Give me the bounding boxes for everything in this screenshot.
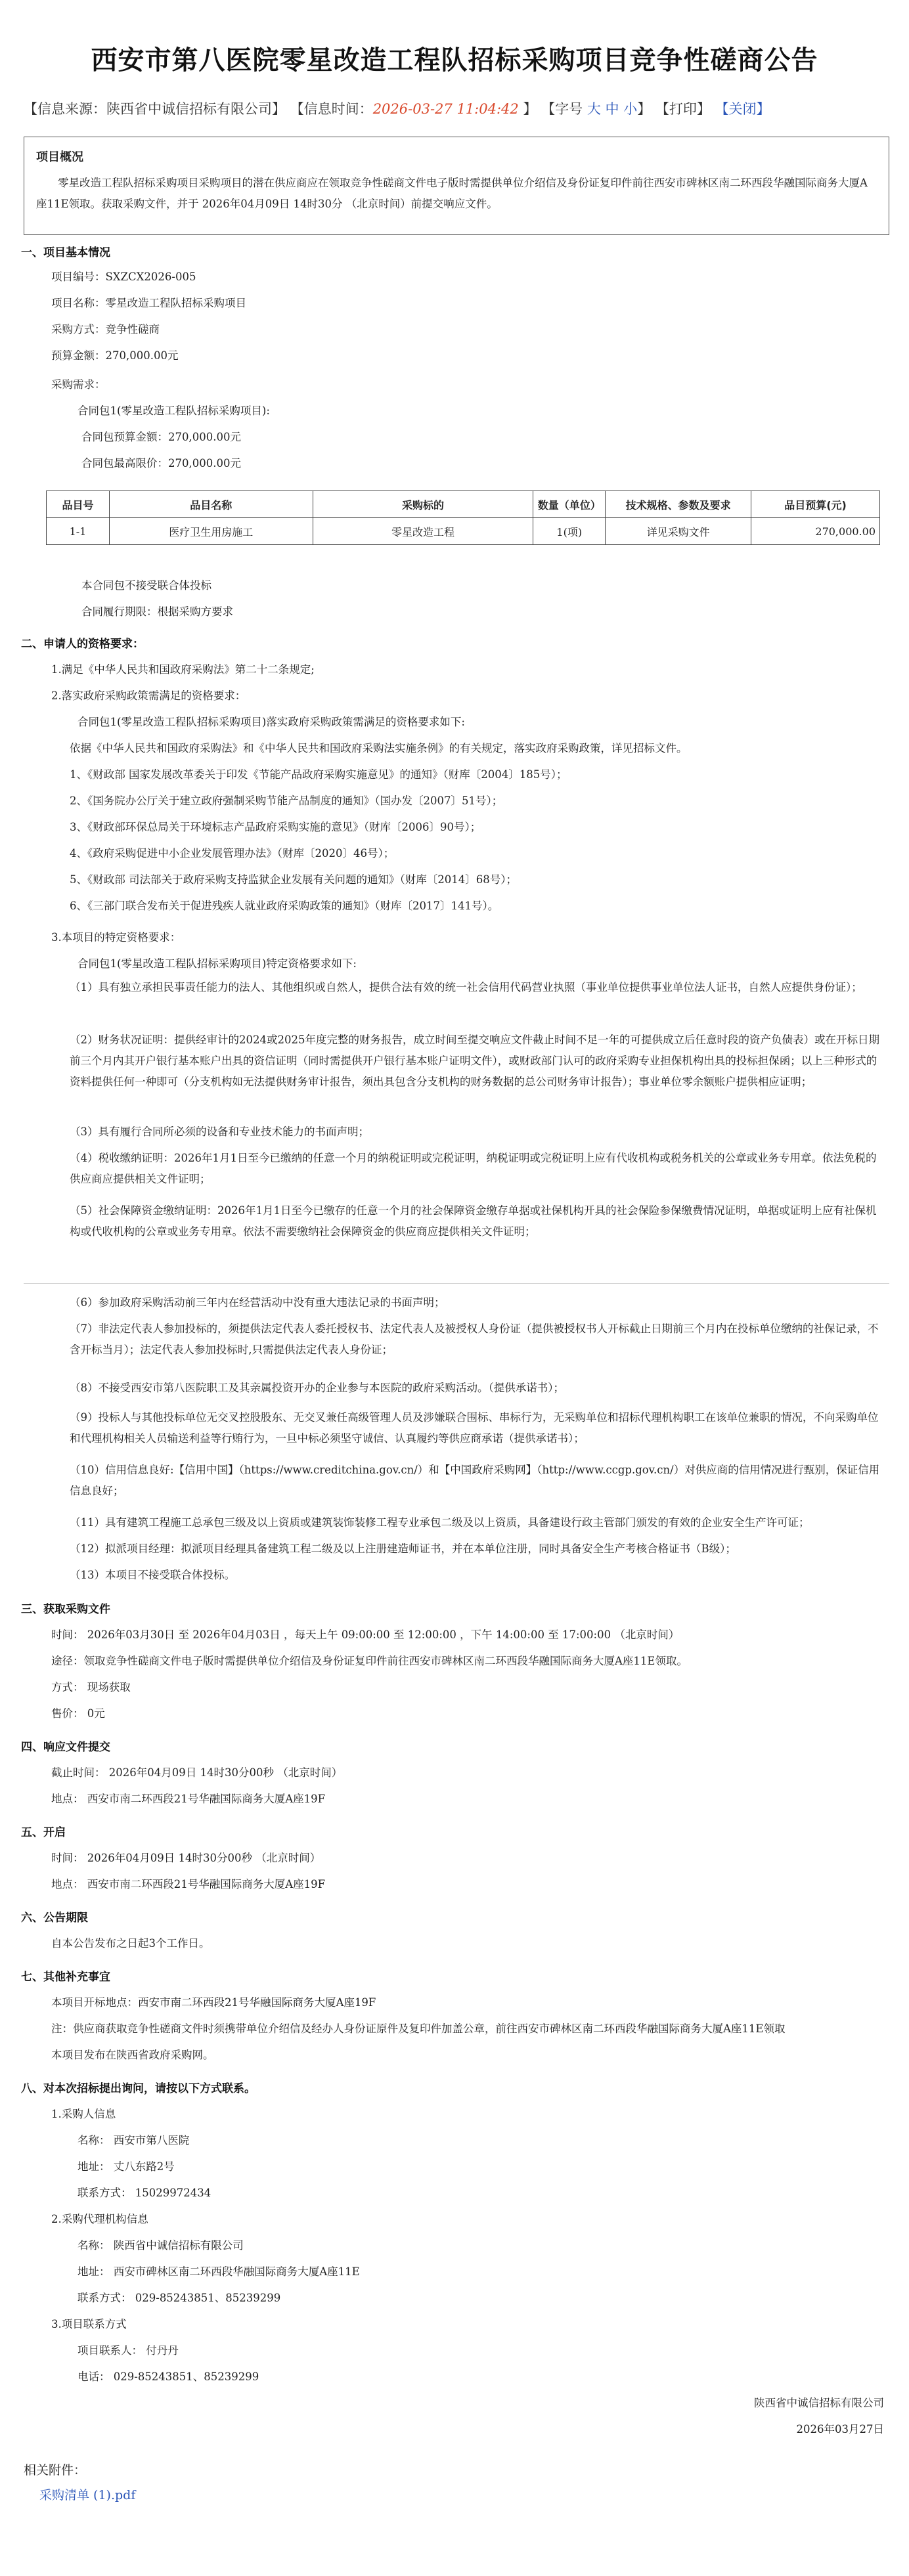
col-target: 采购标的	[313, 491, 533, 518]
project-number: 项目编号：SXZCX2026-005	[51, 271, 196, 283]
agency-name: 名称： 陕西省中诚信招标有限公司	[78, 2239, 244, 2252]
contract-period: 合同履行期限：根据采购方要求	[81, 605, 233, 618]
special-req-12: （12）拟派项目经理：拟派项目经理具备建筑工程二级及以上注册建造师证书，并在本单位注册，同时具备安全生产考核合格证书（B级）；	[70, 1542, 736, 1555]
col-budget: 品目预算(元)	[751, 491, 880, 518]
qualification-2: 2.落实政府采购政策需满足的资格要求：	[51, 689, 246, 702]
policy-item: 5、《财政部 司法部关于政府采购支持监狱企业发展有关问题的通知》（财库〔2014〕68号）；	[70, 873, 517, 886]
policy-item: 6、《三部门联合发布关于促进残疾人就业政府采购政策的通知》（财库〔2017〕141号）。	[70, 900, 499, 912]
info-source: 【信息来源：陕西省中诚信招标有限公司】	[24, 101, 286, 117]
acquire-mode: 方式： 现场获取	[51, 1681, 131, 1693]
submit-deadline: 截止时间： 2026年04月09日 14时30分00秒 （北京时间）	[51, 1766, 343, 1779]
policy-item: 3、《财政部环保总局关于环境标志产品政府采购实施的意见》（财库〔2006〕90号）；	[70, 821, 481, 833]
project-name: 项目名称：零星改造工程队招标采购项目	[51, 297, 246, 309]
col-quantity: 数量（单位）	[533, 491, 606, 518]
procurement-needs: 采购需求：	[51, 378, 106, 391]
project-contact-person: 项目联系人： 付丹丹	[78, 2344, 179, 2357]
section-2-title: 二、申请人的资格要求：	[21, 638, 144, 651]
opening-time: 时间： 2026年04月09日 14时30分00秒 （北京时间）	[51, 1852, 321, 1864]
special-req-6: （6）参加政府采购活动前三年内在经营活动中没有重大违法记录的书面声明；	[70, 1296, 445, 1309]
budget-amount: 预算金额：270,000.00元	[51, 349, 179, 362]
cell-item-no: 1-1	[47, 518, 110, 545]
notice-period: 自本公告发布之日起3个工作日。	[51, 1937, 210, 1950]
signature-date: 2026年03月27日	[796, 2423, 884, 2435]
submit-place: 地点： 西安市南二环西段21号华融国际商务大厦A座19F	[51, 1793, 326, 1805]
print-link[interactable]: 【打印】	[655, 101, 711, 117]
qualification-3a: 合同包1(零星改造工程队招标采购项目)特定资格要求如下:	[78, 957, 357, 970]
qualification-2a: 合同包1(零星改造工程队招标采购项目)落实政府采购政策需满足的资格要求如下:	[78, 716, 465, 728]
section-8-title: 八、对本次招标提出询问，请按以下方式联系。	[21, 2082, 255, 2095]
agency-contact: 联系方式： 029-85243851、85239299	[78, 2292, 281, 2304]
overview-content: 零星改造工程队招标采购项目采购项目的潜在供应商应在领取竞争性磋商文件电子版时需提供单位介绍信及身份证复印件前往西安市碑林区南二环西段华融国际商务大厦A座11E领取。获取采购文件，并于 2026年04月09日 14时30分 （北京时间）前提交响应文件。	[36, 177, 868, 210]
col-spec: 技术规格、参数及要求	[606, 491, 751, 518]
purchaser-contact: 联系方式： 15029972434	[78, 2187, 211, 2199]
special-req-4: （4）税收缴纳证明：2026年1月1日至今已缴纳的任意一个月的纳税证明或完税证明，纳税证明或完税证明上应有代收机构或税务机关的公章或业务专用章。依法免税的供应商应提供相关文件证明；	[70, 1152, 877, 1185]
supplement-3: 本项目发布在陕西省政府采购网。	[51, 2049, 214, 2061]
qualification-3: 3.本项目的特定资格要求：	[51, 931, 181, 944]
font-large-link[interactable]: 大	[587, 101, 601, 117]
purchaser-info: 1.采购人信息	[51, 2108, 116, 2120]
font-size-label: 【字号	[541, 101, 583, 117]
section-3-title: 三、获取采购文件	[21, 1603, 110, 1616]
info-time: 2026-03-27 11:04:42	[372, 101, 519, 117]
special-req-1: （1）具有独立承担民事责任能力的法人、其他组织或自然人，提供合法有效的统一社会信用代码营业执照（事业单位提供事业单位法人证书，自然人应提供身份证）；	[70, 981, 862, 993]
overview-title: 项目概况	[36, 150, 83, 164]
col-item-no: 品目号	[47, 491, 110, 518]
qualification-1: 1.满足《中华人民共和国政府采购法》第二十二条规定;	[51, 663, 315, 676]
special-req-3: （3）具有履行合同所必须的设备和专业技术能力的书面声明；	[70, 1125, 369, 1138]
project-contact-info: 3.项目联系方式	[51, 2318, 127, 2330]
agency-info: 2.采购代理机构信息	[51, 2213, 148, 2225]
cell-target: 零星改造工程	[313, 518, 533, 545]
special-req-9: （9）投标人与其他投标单位无交叉控股股东、无交叉兼任高级管理人员及涉嫌联合围标、串标行为，无采购单位和招标代理机构职工在该单位兼职的情况，不向采购单位和代理机构相关人员输送利益等行贿行为，一旦中标必须坚守诚信、认真履约等供应商承诺（提供承诺书）；	[70, 1411, 879, 1445]
special-req-11: （11）具有建筑工程施工总承包三级及以上资质或建筑装饰装修工程专业承包二级及以上资质，具备建设行政主管部门颁发的有效的企业安全生产许可证；	[70, 1516, 810, 1529]
policy-item: 1、《财政部 国家发展改革委关于印发《节能产品政府采购实施意见》的通知》（财库〔2004〕185号）；	[70, 768, 567, 781]
attachment-title: 相关附件：	[24, 2463, 87, 2478]
cell-item-name: 医疗卫生用房施工	[109, 518, 313, 545]
cell-budget: 270,000.00	[751, 518, 880, 545]
package-1: 合同包1(零星改造工程队招标采购项目):	[78, 404, 270, 417]
supplement-2: 注：供应商获取竞争性磋商文件时须携带单位介绍信及经办人身份证原件及复印件加盖公章，前往西安市碑林区南二环西段华融国际商务大厦A座11E领取	[51, 2022, 786, 2035]
divider	[24, 1283, 889, 1284]
policy-item: 4、《政府采购促进中小企业发展管理办法》（财库〔2020〕46号）；	[70, 847, 395, 860]
info-bar	[24, 98, 891, 118]
supplement-1: 本项目开标地点：西安市南二环西段21号华融国际商务大厦A座19F	[51, 1996, 376, 2009]
package-table	[46, 491, 880, 545]
section-1-title: 一、项目基本情况	[21, 246, 110, 259]
cell-spec: 详见采购文件	[606, 518, 751, 545]
attachment-file-link[interactable]: 采购清单 (1).pdf	[39, 2488, 136, 2502]
special-req-5: （5）社会保障资金缴纳证明：2026年1月1日至今已缴存的任意一个月的社会保障资金缴存单据或社保机构开具的社会保险参保缴费情况证明，单据或证明上应有社保机构或代收机构的公章或业务专用章。依法不需要缴纳社会保障资金的供应商应提供相关文件证明；	[70, 1204, 877, 1238]
section-5-title: 五、开启	[21, 1826, 66, 1839]
purchaser-address: 地址： 丈八东路2号	[78, 2160, 175, 2173]
signature-org: 陕西省中诚信招标有限公司	[754, 2397, 884, 2409]
procurement-method: 采购方式：竞争性磋商	[51, 323, 160, 336]
acquire-way: 途径：领取竞争性磋商文件电子版时需提供单位介绍信及身份证复印件前往西安市碑林区南二环西段华融国际商务大厦A座11E领取。	[51, 1655, 688, 1667]
font-size-end: 】	[637, 101, 652, 117]
table-row	[47, 518, 880, 545]
table-header-row	[47, 491, 880, 518]
page-title: 西安市第八医院零星改造工程队招标采购项目竞争性磋商公告	[91, 45, 818, 76]
project-contact-phone: 电话： 029-85243851、85239299	[78, 2370, 259, 2383]
cell-quantity: 1(项)	[533, 518, 606, 545]
opening-place: 地点： 西安市南二环西段21号华融国际商务大厦A座19F	[51, 1878, 326, 1890]
no-union-bid: 本合同包不接受联合体投标	[81, 579, 211, 592]
font-small-link[interactable]: 小	[623, 101, 638, 117]
special-req-2: （2）财务状况证明：提供经审计的2024或2025年度完整的财务报告，成立时间至提交响应文件截止时间不足一年的可提供成立后任意时段的资产负债表）或在开标日期前三个月内其开户银行基本账户出具的资信证明（同时需提供开户银行基本账户证明文件），或财政部门认可的政府采购专业担保机构出具的投标担保函；以上三种形式的资料提供任何一种即可（分支机构如无法提供财务审计报告，须出具包含分支机构的财务数据的总公司财务审计报告）；事业单位零余额账户提供相应证明；	[70, 1034, 879, 1088]
col-item-name: 品目名称	[109, 491, 313, 518]
agency-address: 地址： 西安市碑林区南二环西段华融国际商务大厦A座11E	[78, 2265, 360, 2278]
close-link[interactable]: 【关闭】	[715, 101, 770, 117]
section-6-title: 六、公告期限	[21, 1911, 88, 1925]
special-req-13: （13）本项目不接受联合体投标。	[70, 1569, 235, 1581]
qualification-2b: 依据《中华人民共和国政府采购法》和《中华人民共和国政府采购法实施条例》的有关规定，落实政府采购政策，详见招标文件。	[70, 742, 688, 754]
info-time-end: 】	[523, 101, 537, 117]
purchaser-name: 名称： 西安市第八医院	[78, 2134, 190, 2147]
acquire-price: 售价： 0元	[51, 1707, 105, 1720]
package-budget: 合同包预算金额：270,000.00元	[81, 431, 241, 443]
font-medium-link[interactable]: 中	[605, 101, 619, 117]
info-time-label: 【信息时间：	[290, 101, 373, 117]
acquire-time: 时间： 2026年03月30日 至 2026年04月03日 ，每天上午 09:00:00 至 12:00:00 ，下午 14:00:00 至 17:00:00 （北京时间）	[51, 1628, 680, 1641]
package-max-price: 合同包最高限价：270,000.00元	[81, 457, 241, 469]
project-overview-box	[24, 137, 889, 235]
special-req-7: （7）非法定代表人参加投标的，须提供法定代表人委托授权书、法定代表人及被授权人身份证（提供被授权书人开标截止日期前三个月内在投标单位缴纳的社保记录，不含开标当月）；法定代表人参加投标时,只需提供法定代表人身份证；	[70, 1322, 879, 1356]
section-7-title: 七、其他补充事宜	[21, 1971, 110, 1984]
policy-item: 2、《国务院办公厅关于建立政府强制采购节能产品制度的通知》（国办发〔2007〕51号）；	[70, 795, 503, 807]
special-req-8: （8）不接受西安市第八医院职工及其亲属投资开办的企业参与本医院的政府采购活动。（提供承诺书）；	[70, 1382, 564, 1394]
special-req-10: （10）信用信息良好:【信用中国】（https://www.creditchina.gov.cn/）和【中国政府采购网】（http://www.ccgp.gov.cn/）对供应商的信用情况进行甄别，保证信用信息良好；	[70, 1464, 880, 1497]
section-4-title: 四、响应文件提交	[21, 1741, 110, 1754]
